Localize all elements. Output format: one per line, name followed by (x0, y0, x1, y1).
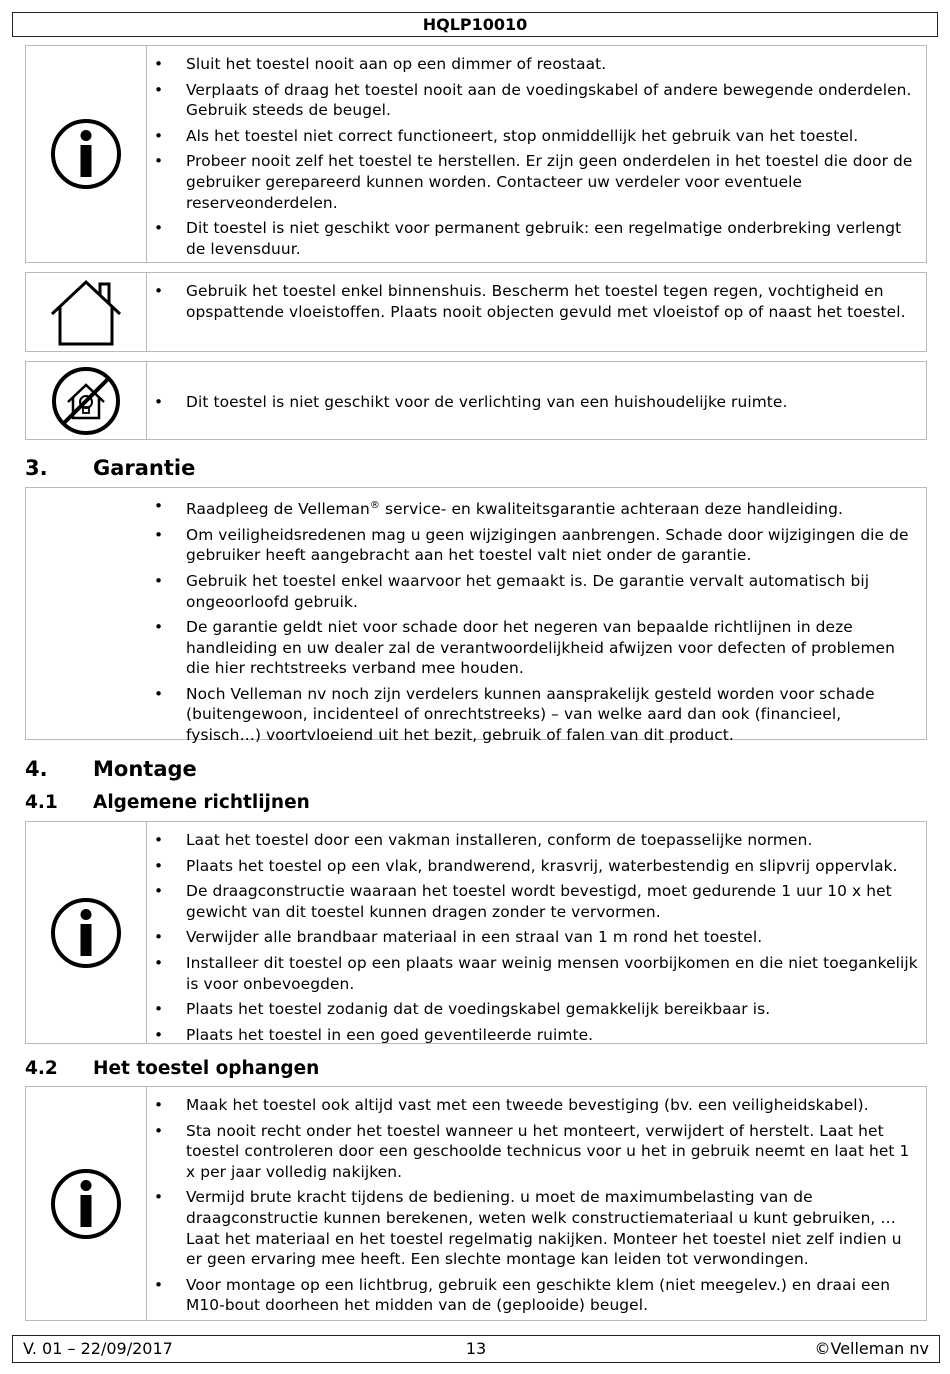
list-item: • Dit toestel is niet geschikt voor permanent gebruik: een regelmatige onderbreking verlengt de levensduur. (146, 218, 920, 259)
list-item: • Vermijd brute kracht tijdens de bediening. u moet de maximumbelasting van de draagconstructie kunnen berekenen, weten welk constructiemateriaal u kunt gebruiken, … Laat het materiaal en het toestel regelmatig nakijken. Monteer het toestel niet zelf indien u er geen ervaring mee heeft. Een slechte montage kan leiden tot verwondingen. (146, 1187, 920, 1269)
list-item: • Voor montage op een lichtbrug, gebruik een geschikte klem (niet meegelev.) en draai een M10-bout doorheen het midden van de (geplooide) beugel. (146, 1275, 920, 1316)
safety-box-indoor (25, 272, 927, 352)
richtlijnen-list (146, 822, 926, 1050)
list-item: • Om veiligheidsredenen mag u geen wijzigingen aanbrengen. Schade door wijzigingen die de gebruiker heeft aangebracht aan het toestel valt niet onder de garantie. (146, 525, 920, 566)
safety-list (146, 362, 926, 418)
section-number: 4. (25, 757, 48, 781)
list-item: • Sluit het toestel nooit aan op een dimmer of reostaat. (146, 54, 920, 75)
icon-cell (26, 1087, 147, 1320)
list-item-text: Raadpleeg de Velleman (186, 500, 370, 519)
list-item: • De draagconstructie waaraan het toestel wordt bevestigd, moet gedurende 1 uur 10 x het gewicht van dit toestel kunnen dragen zonder te vervormen. (146, 881, 920, 922)
garantie-box (25, 487, 927, 745)
safety-box-info (25, 45, 927, 263)
list-item: • Sta nooit recht onder het toestel wanneer u het monteert, verwijdert of herstelt. Laat het toestel controleren door een geschoolde technicus voor u het in gebruik neemt en laat het 1 x per jaar volledig nakijken. (146, 1121, 920, 1183)
list-item: • Verwijder alle brandbaar materiaal in een straal van 1 m rond het toestel. (146, 927, 920, 948)
list-item (146, 496, 920, 520)
icon-cell (26, 822, 147, 1043)
list-item: • Laat het toestel door een vakman installeren, conform de toepasselijke normen. (146, 830, 920, 851)
copyright: ©Velleman nv (814, 1339, 929, 1358)
list-item: • Plaats het toestel op een vlak, brandwerend, krasvrij, waterbestendig en slipvrij oppervlak. (146, 856, 920, 877)
document-header (12, 12, 938, 37)
list-item: • Plaats het toestel in een goed geventileerde ruimte. (146, 1025, 920, 1046)
version-date: V. 01 – 22/09/2017 (23, 1339, 173, 1358)
registered-mark: ® (369, 500, 380, 511)
page-number: 13 (465, 1339, 487, 1358)
list-item: • Maak het toestel ook altijd vast met een tweede bevestiging (bv. een veiligheidskabel). (146, 1095, 920, 1116)
list-item: • Probeer nooit zelf het toestel te herstellen. Er zijn geen onderdelen in het toestel die door de gebruiker gerepareerd kunnen worden. Contacteer uw verdeler voor eventuele reserveonderdelen. (146, 151, 920, 213)
section-title: Garantie (93, 456, 196, 480)
info-icon (49, 1167, 123, 1241)
subsection-number: 4.2 (25, 1058, 58, 1079)
no-household-lighting-icon (49, 364, 123, 438)
safety-box-household (25, 361, 927, 440)
algemene-richtlijnen-box (25, 821, 927, 1044)
list-item: • Gebruik het toestel enkel binnenshuis. Bescherm het toestel tegen regen, vochtigheid en opspattende vloeistoffen. Plaats nooit objecten gevuld met vloeistof op of naast het toestel. (146, 281, 920, 322)
house-icon (44, 278, 128, 346)
list-item-text: service- en kwaliteitsgarantie achteraan deze handleiding. (379, 500, 844, 519)
section-title: Montage (93, 757, 197, 781)
list-item: • Verplaats of draag het toestel nooit aan de voedingskabel of andere bewegende onderdelen. Gebruik steeds de beugel. (146, 80, 920, 121)
info-icon (49, 896, 123, 970)
list-item: • Dit toestel is niet geschikt voor de verlichting van een huishoudelijke ruimte. (146, 392, 920, 413)
list-item: • Plaats het toestel zodanig dat de voedingskabel gemakkelijk bereikbaar is. (146, 999, 920, 1020)
icon-cell (26, 362, 147, 439)
list-item: • Noch Velleman nv noch zijn verdelers kunnen aansprakelijk gesteld worden voor schade (buitengewoon, incidenteel of onrechtstreeks) – van welke aard dan ook (financieel, fysisch…) voortvloeiend uit het bezit, gebruik of falen van dit product. (146, 684, 920, 746)
section-number: 3. (25, 456, 48, 480)
garantie-list (146, 488, 926, 751)
list-item: • Als het toestel niet correct functioneert, stop onmiddellijk het gebruik van het toestel. (146, 126, 920, 147)
ophangen-list (146, 1087, 926, 1321)
document-footer (12, 1335, 940, 1363)
list-item: • Gebruik het toestel enkel waarvoor het gemaakt is. De garantie vervalt automatisch bij ongeoorloofd gebruik. (146, 571, 920, 612)
list-item: • De garantie geldt niet voor schade door het negeren van bepaalde richtlijnen in deze handleiding en uw dealer zal de verantwoordelijkheid afwijzen voor defecten of problemen die hier rechtstreeks verband mee houden. (146, 617, 920, 679)
toestel-ophangen-box (25, 1086, 927, 1321)
safety-list (146, 46, 926, 264)
list-item: • Installeer dit toestel op een plaats waar weinig mensen voorbijkomen en die niet toegankelijk is voor onbevoegden. (146, 953, 920, 994)
icon-cell (26, 273, 147, 351)
subsection-number: 4.1 (25, 792, 58, 813)
icon-cell (26, 46, 147, 262)
info-icon (49, 117, 123, 191)
model-number: HQLP10010 (422, 15, 528, 34)
subsection-title: Algemene richtlijnen (93, 792, 310, 813)
subsection-title: Het toestel ophangen (93, 1058, 320, 1079)
safety-list (146, 273, 926, 327)
